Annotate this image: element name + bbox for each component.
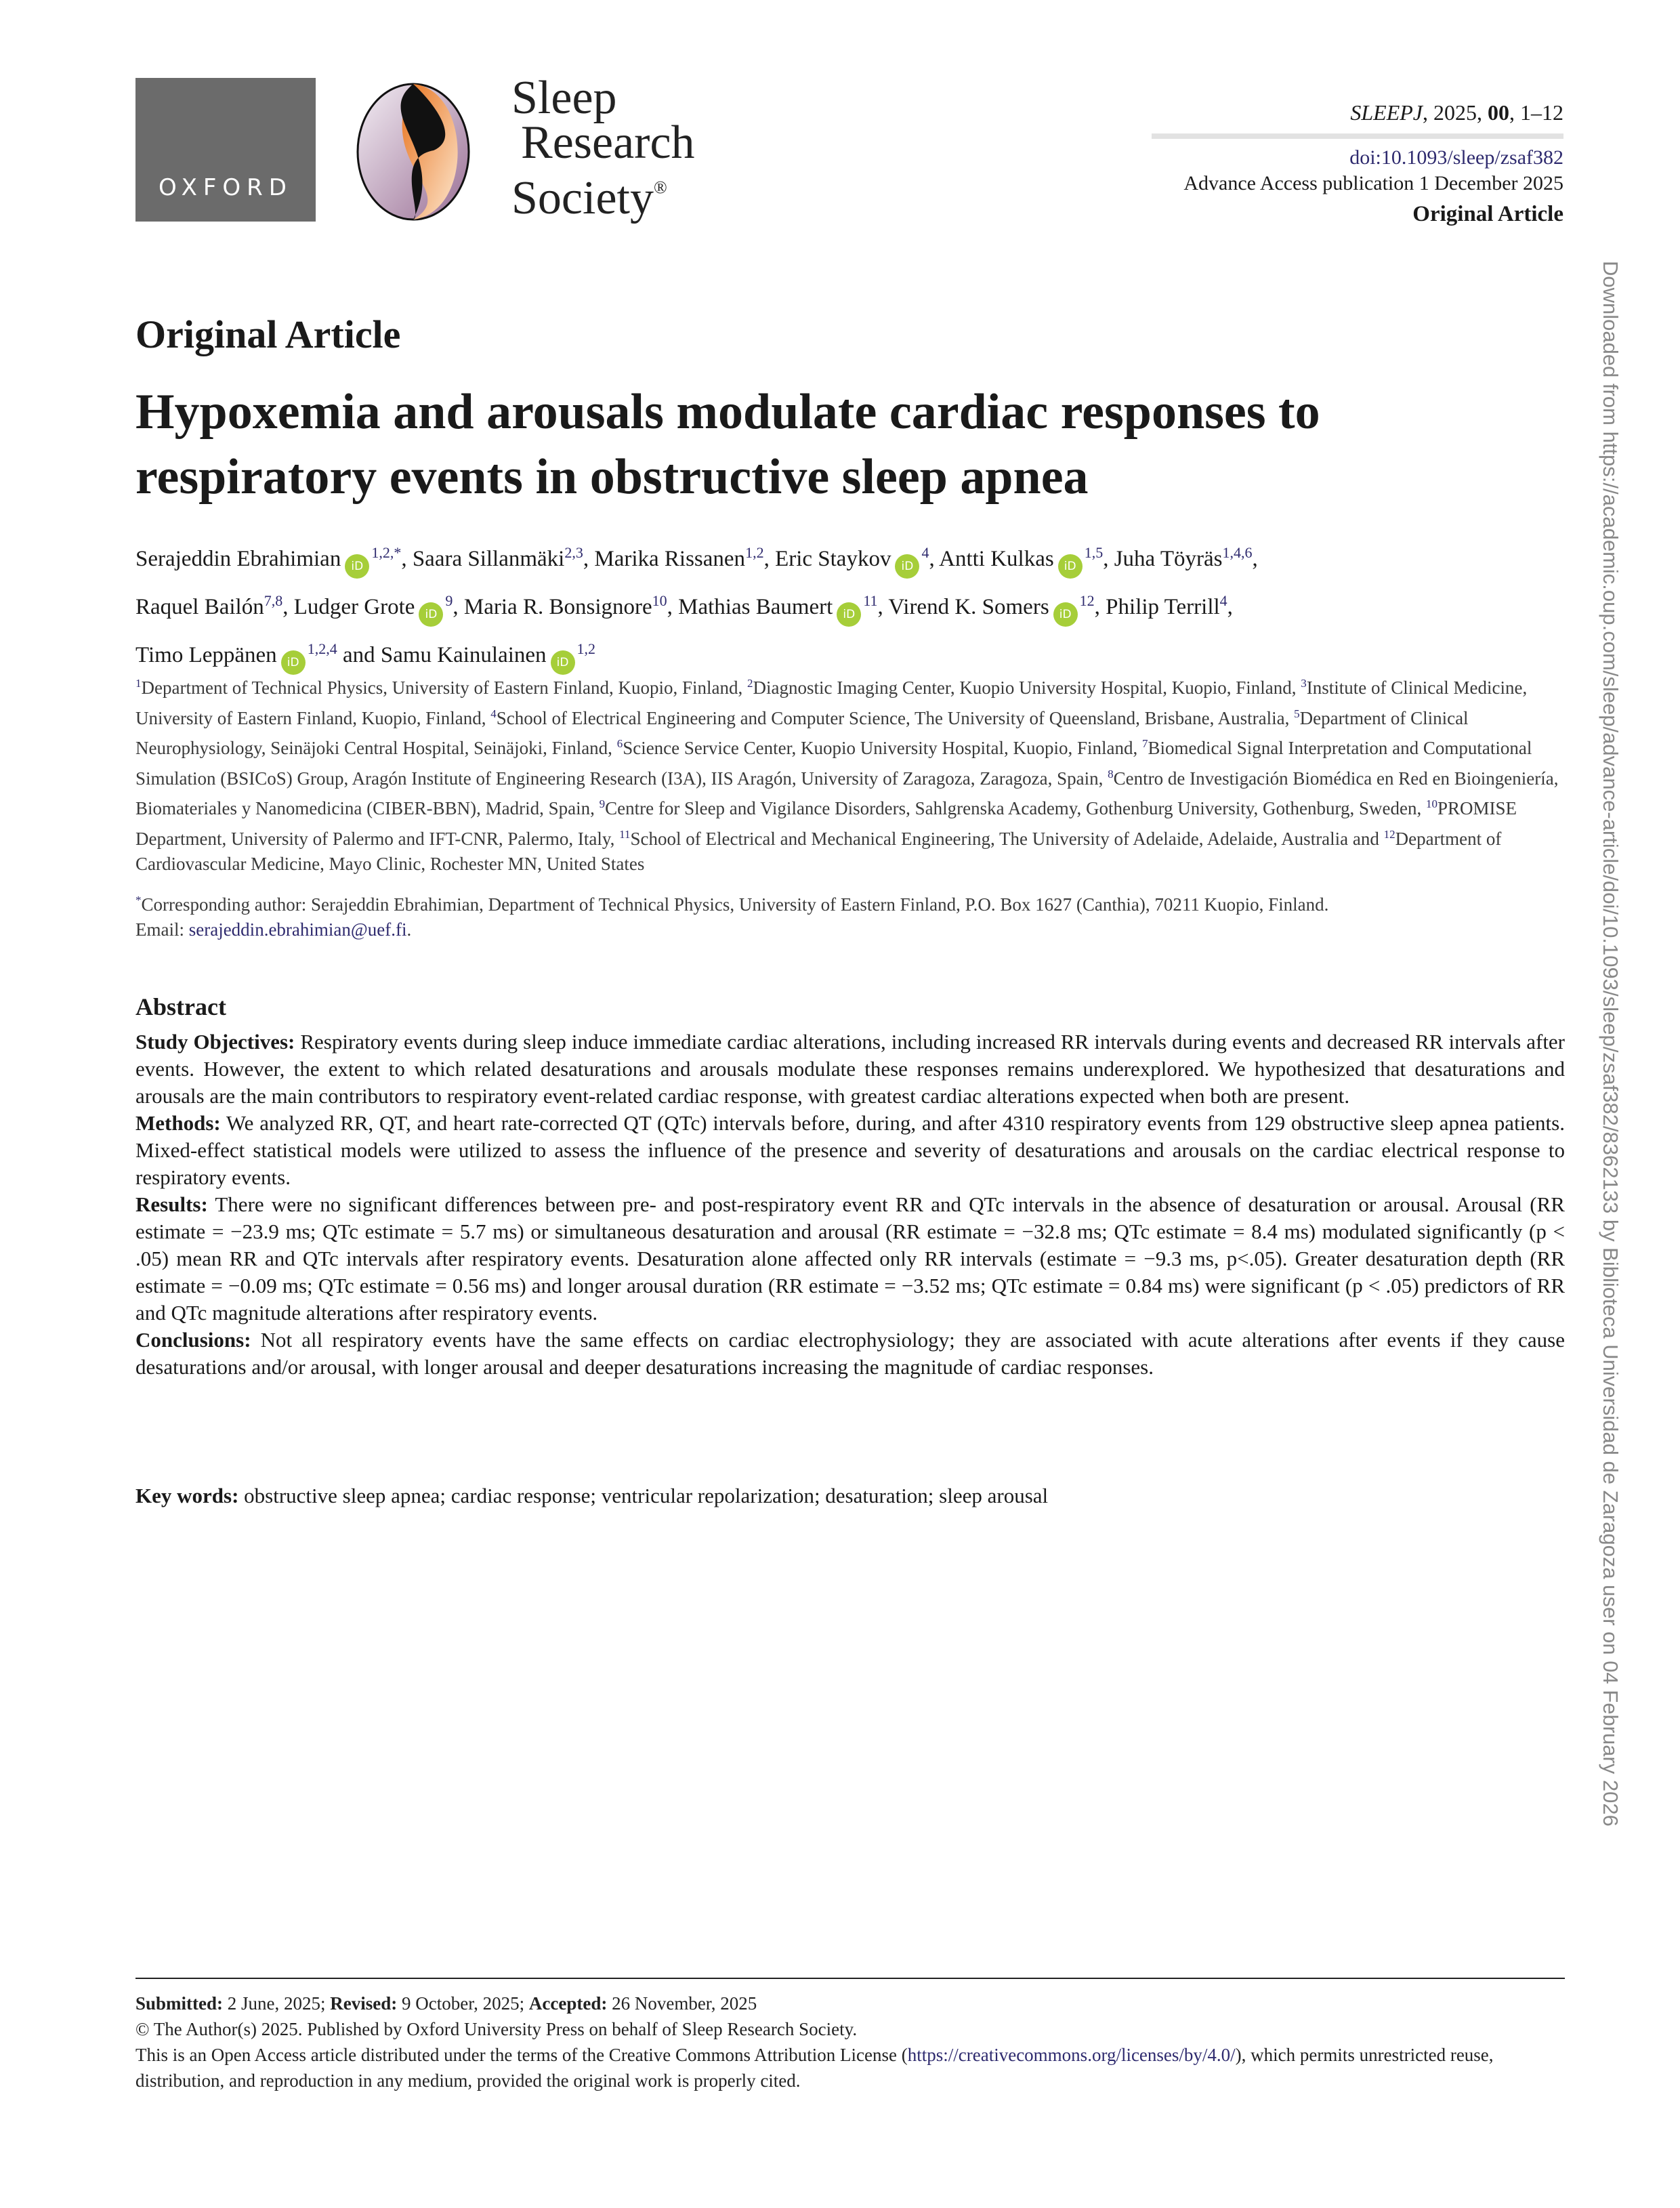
- affiliation-marker[interactable]: 4: [921, 544, 929, 561]
- affiliation-text: Biomedical Signal Interpretation and Computational Simulation (BSICoS) Group, Aragón Institute of Engineering Research (I3A), IIS Aragón, University of Zaragoza, Zaragoza, Spain,: [135, 738, 1532, 789]
- email-link[interactable]: serajeddin.ebrahimian@uef.fi: [188, 919, 407, 940]
- affiliation-number: 4: [490, 707, 497, 720]
- abstract-body: [135, 1028, 1565, 1381]
- abstract-objectives: Study Objectives: Respiratory events during sleep induce immediate cardiac alterations, including increased RR intervals during events and decreased RR intervals after events. However, the extent to which related desaturations and arousals modulate these responses remains underexplored. We hypothesized that desaturations and arousals are the main contributors to respiratory event-related cardiac response, with greatest cardiac alterations expected when both are present.: [135, 1030, 1566, 1108]
- abstract-methods: Methods: We analyzed RR, QT, and heart rate-corrected QT (QTc) intervals before, during, and after 4310 respiratory events from 129 obstructive sleep apnea patients. Mixed-effect statistical models were utilized to assess the influence of the presence and severity of desaturations and arousals on the cardiac electrical response to respiratory events.: [135, 1111, 1565, 1189]
- article-title: Hypoxemia and arousals modulate cardiac responses to respiratory events in obstructive sleep apnea: [135, 384, 1320, 505]
- oxford-logo-text: OXFORD: [158, 174, 293, 201]
- affiliation-text: Department of Cardiovascular Medicine, Mayo Clinic, Rochester MN, United States: [135, 828, 1502, 874]
- srs-emblem-icon: [345, 76, 481, 225]
- advance-access-date: Advance Access publication 1 December 2025: [1183, 172, 1563, 194]
- affiliation-marker[interactable]: 7,8: [264, 592, 283, 609]
- affiliation-text: PROMISE Department, University of Palermo and IFT-CNR, Palermo, Italy,: [135, 798, 1517, 849]
- journal-citation: SLEEPJ, 2025, 00, 1–12: [1350, 100, 1563, 125]
- author-name: Samu Kainulainen: [380, 643, 547, 667]
- sleep-research-society-logo: [345, 72, 725, 225]
- author-name: Antti Kulkas: [939, 547, 1054, 571]
- author-name: Philip Terrill: [1106, 595, 1220, 619]
- author-name: Raquel Bailón: [135, 595, 264, 619]
- abstract-conclusions: Conclusions: Not all respiratory events have the same effects on cardiac electrophysiology; they are associated with acute alterations after events if they cause desaturations and/or arousal, with longer arousal and deeper desaturations increasing the magnitude of cardiac responses.: [135, 1328, 1566, 1379]
- author-name: Marika Rissanen: [594, 547, 746, 571]
- author-name: Ludger Grote: [293, 595, 415, 619]
- orcid-icon[interactable]: iD: [551, 650, 575, 675]
- affiliation-number: 12: [1383, 827, 1395, 841]
- orcid-icon[interactable]: iD: [837, 602, 861, 627]
- affiliation-text: School of Electrical and Mechanical Engineering, The University of Adelaide, Adelaide, Australia and: [630, 828, 1384, 849]
- oxford-logo: [135, 78, 316, 222]
- orcid-icon[interactable]: iD: [345, 554, 369, 579]
- affiliation-text: Department of Clinical Neurophysiology, Seinäjoki Central Hospital, Seinäjoki, Finland,: [135, 707, 1469, 758]
- author-name: Saara Sillanmäki: [412, 547, 565, 571]
- author-name: Mathias Baumert: [678, 595, 833, 619]
- affiliation-text: Centro de Investigación Biomédica en Red en Bioingeniería, Biomateriales y Nanomedicina (CIBER-BBN), Madrid, Spain,: [135, 768, 1559, 818]
- affiliation-marker[interactable]: 1,2: [745, 544, 764, 561]
- affiliation-marker[interactable]: 10: [652, 592, 667, 609]
- affiliation-marker[interactable]: 9: [445, 592, 453, 609]
- affiliation-number: 3: [1301, 677, 1307, 690]
- license-link[interactable]: https://creativecommons.org/licenses/by/4.0/: [907, 2045, 1236, 2065]
- affiliation-marker[interactable]: 11: [863, 592, 878, 609]
- article-type-label: Original Article: [1412, 202, 1563, 226]
- header-divider: [1152, 133, 1563, 139]
- abstract-heading: Abstract: [135, 993, 226, 1020]
- author-name: Juha Töyräs: [1114, 547, 1223, 571]
- author-name: Serajeddin Ebrahimian: [135, 547, 341, 571]
- section-label: Original Article: [135, 312, 401, 356]
- affiliation-marker[interactable]: 2,3: [564, 544, 583, 561]
- orcid-icon[interactable]: iD: [281, 650, 306, 675]
- copyright-notice: © The Author(s) 2025. Published by Oxford University Press on behalf of Sleep Research Society.: [135, 2019, 858, 2039]
- affiliation-text: Institute of Clinical Medicine, University of Eastern Finland, Kuopio, Finland,: [135, 678, 1528, 728]
- download-watermark: Downloaded from https://academic.oup.com/sleep/advance-article/doi/10.1093/sleep/zsaf382/8362133 by Biblioteca Universidad de Zaragoza user on 04 February 2026: [1599, 261, 1622, 1827]
- orcid-icon[interactable]: iD: [1058, 554, 1083, 579]
- orcid-icon[interactable]: iD: [419, 602, 443, 627]
- affiliation-marker[interactable]: 1,2,4: [307, 640, 337, 657]
- author-name: Timo Leppänen: [135, 643, 277, 667]
- affiliation-number: 10: [1426, 797, 1437, 810]
- footer-notes: [135, 1991, 1565, 2094]
- affiliation-number: 8: [1108, 767, 1114, 780]
- affiliation-number: 2: [747, 677, 753, 690]
- affiliation-text: School of Electrical Engineering and Computer Science, The University of Queensland, Brisbane, Australia,: [496, 707, 1295, 728]
- affiliation-text: Department of Technical Physics, University of Eastern Finland, Kuopio, Finland,: [141, 678, 747, 698]
- affiliation-marker[interactable]: 1,2,*: [371, 544, 402, 561]
- affiliation-number: 5: [1294, 707, 1300, 720]
- affiliation-number: 6: [616, 737, 623, 750]
- article-dates: Submitted: 2 June, 2025; Revised: 9 October, 2025; Accepted: 26 November, 2025: [135, 1993, 757, 2014]
- affiliation-number: 11: [619, 827, 631, 841]
- affiliation-text: Science Service Center, Kuopio University Hospital, Kuopio, Finland,: [623, 738, 1142, 758]
- orcid-icon[interactable]: iD: [895, 554, 919, 579]
- doi-link[interactable]: doi:10.1093/sleep/zsaf382: [1349, 146, 1563, 169]
- affiliation-marker[interactable]: 4: [1219, 592, 1227, 609]
- affiliation-marker[interactable]: 12: [1079, 592, 1095, 609]
- affiliation-marker[interactable]: 1,4,6: [1222, 544, 1253, 561]
- keywords: Key words: obstructive sleep apnea; cardiac response; ventricular repolarization; desaturation; sleep arousal: [135, 1484, 1049, 1507]
- corresponding-author: *Corresponding author: Serajeddin Ebrahimian, Department of Technical Physics, University of Eastern Finland, P.O. Box 1627 (Canthia), 70211 Kuopio, Finland. Email: serajeddin.ebrahimian@uef.fi.: [135, 894, 1329, 940]
- license-notice: This is an Open Access article distributed under the terms of the Creative Commons Attribution License (https://creativecommons.org/licenses/by/4.0/), which permits unrestricted reuse, distribution, and reproduction in any medium, provided the original work is properly cited.: [135, 2045, 1494, 2091]
- author-name: Eric Staykov: [775, 547, 891, 571]
- srs-wordmark: Sleep Research Society®: [511, 72, 695, 224]
- affiliation-number: 1: [135, 677, 142, 690]
- abstract-results: Results: There were no significant differences between pre- and post-respiratory event RR and QTc intervals in the absence of desaturation or arousal. Arousal (RR estimate = −23.9 ms; QTc estimate = 5.7 ms) or simultaneous desaturation and arousal (RR estimate = −32.8 ms; QTc estimate = 8.4 ms) modulated significantly (p < .05) mean RR and QTc intervals after respiratory events. Desaturation alone affected only RR intervals (estimate = −9.3 ms, p<.05). Greater desaturation depth (RR estimate = −0.09 ms; QTc estimate = 0.56 ms) and longer arousal duration (RR estimate = −3.52 ms; QTc estimate = 0.84 ms) were significant (p < .05) predictors of RR and QTc magnitude alterations after respiratory events.: [135, 1192, 1565, 1325]
- affiliation-text: Centre for Sleep and Vigilance Disorders, Sahlgrenska Academy, Gothenburg University, Gothenburg, Sweden,: [605, 798, 1426, 818]
- orcid-icon[interactable]: iD: [1053, 602, 1078, 627]
- affiliation-marker[interactable]: 1,2: [576, 640, 596, 657]
- affiliation-number: 9: [599, 797, 606, 810]
- author-name: Virend K. Somers: [888, 595, 1049, 619]
- author-list: Serajeddin Ebrahimian $iD^{1,2,*}$, Saara Sillanmäki$^{2,3}$, Marika Rissanen$^{1,2}$, Eric Staykov $iD^4$, Antti Kulkas iD$^{1,5}$, Juha Töyräs$^{1,4,6}$, Raquel Bailón$^{7,8}$, Ludger Grote $iD^9$, Maria R. Bonsignore$^{10}$, Mathias Baumert $iD^{11}$, Virend K. Somers $iD^{12}$, Philip Terrill$^4$, Timo Leppänen iD$^{1,2,4}$ and Samu Kainulainen iD$^{1,2}$: [135, 532, 1565, 676]
- affiliation-number: 7: [1141, 737, 1148, 750]
- affiliation-text: Diagnostic Imaging Center, Kuopio University Hospital, Kuopio, Finland,: [753, 678, 1301, 698]
- author-name: Maria R. Bonsignore: [463, 595, 652, 619]
- affiliation-marker[interactable]: 1,5: [1084, 544, 1104, 561]
- affiliations: [135, 671, 1565, 877]
- footer-divider: [135, 1978, 1565, 1979]
